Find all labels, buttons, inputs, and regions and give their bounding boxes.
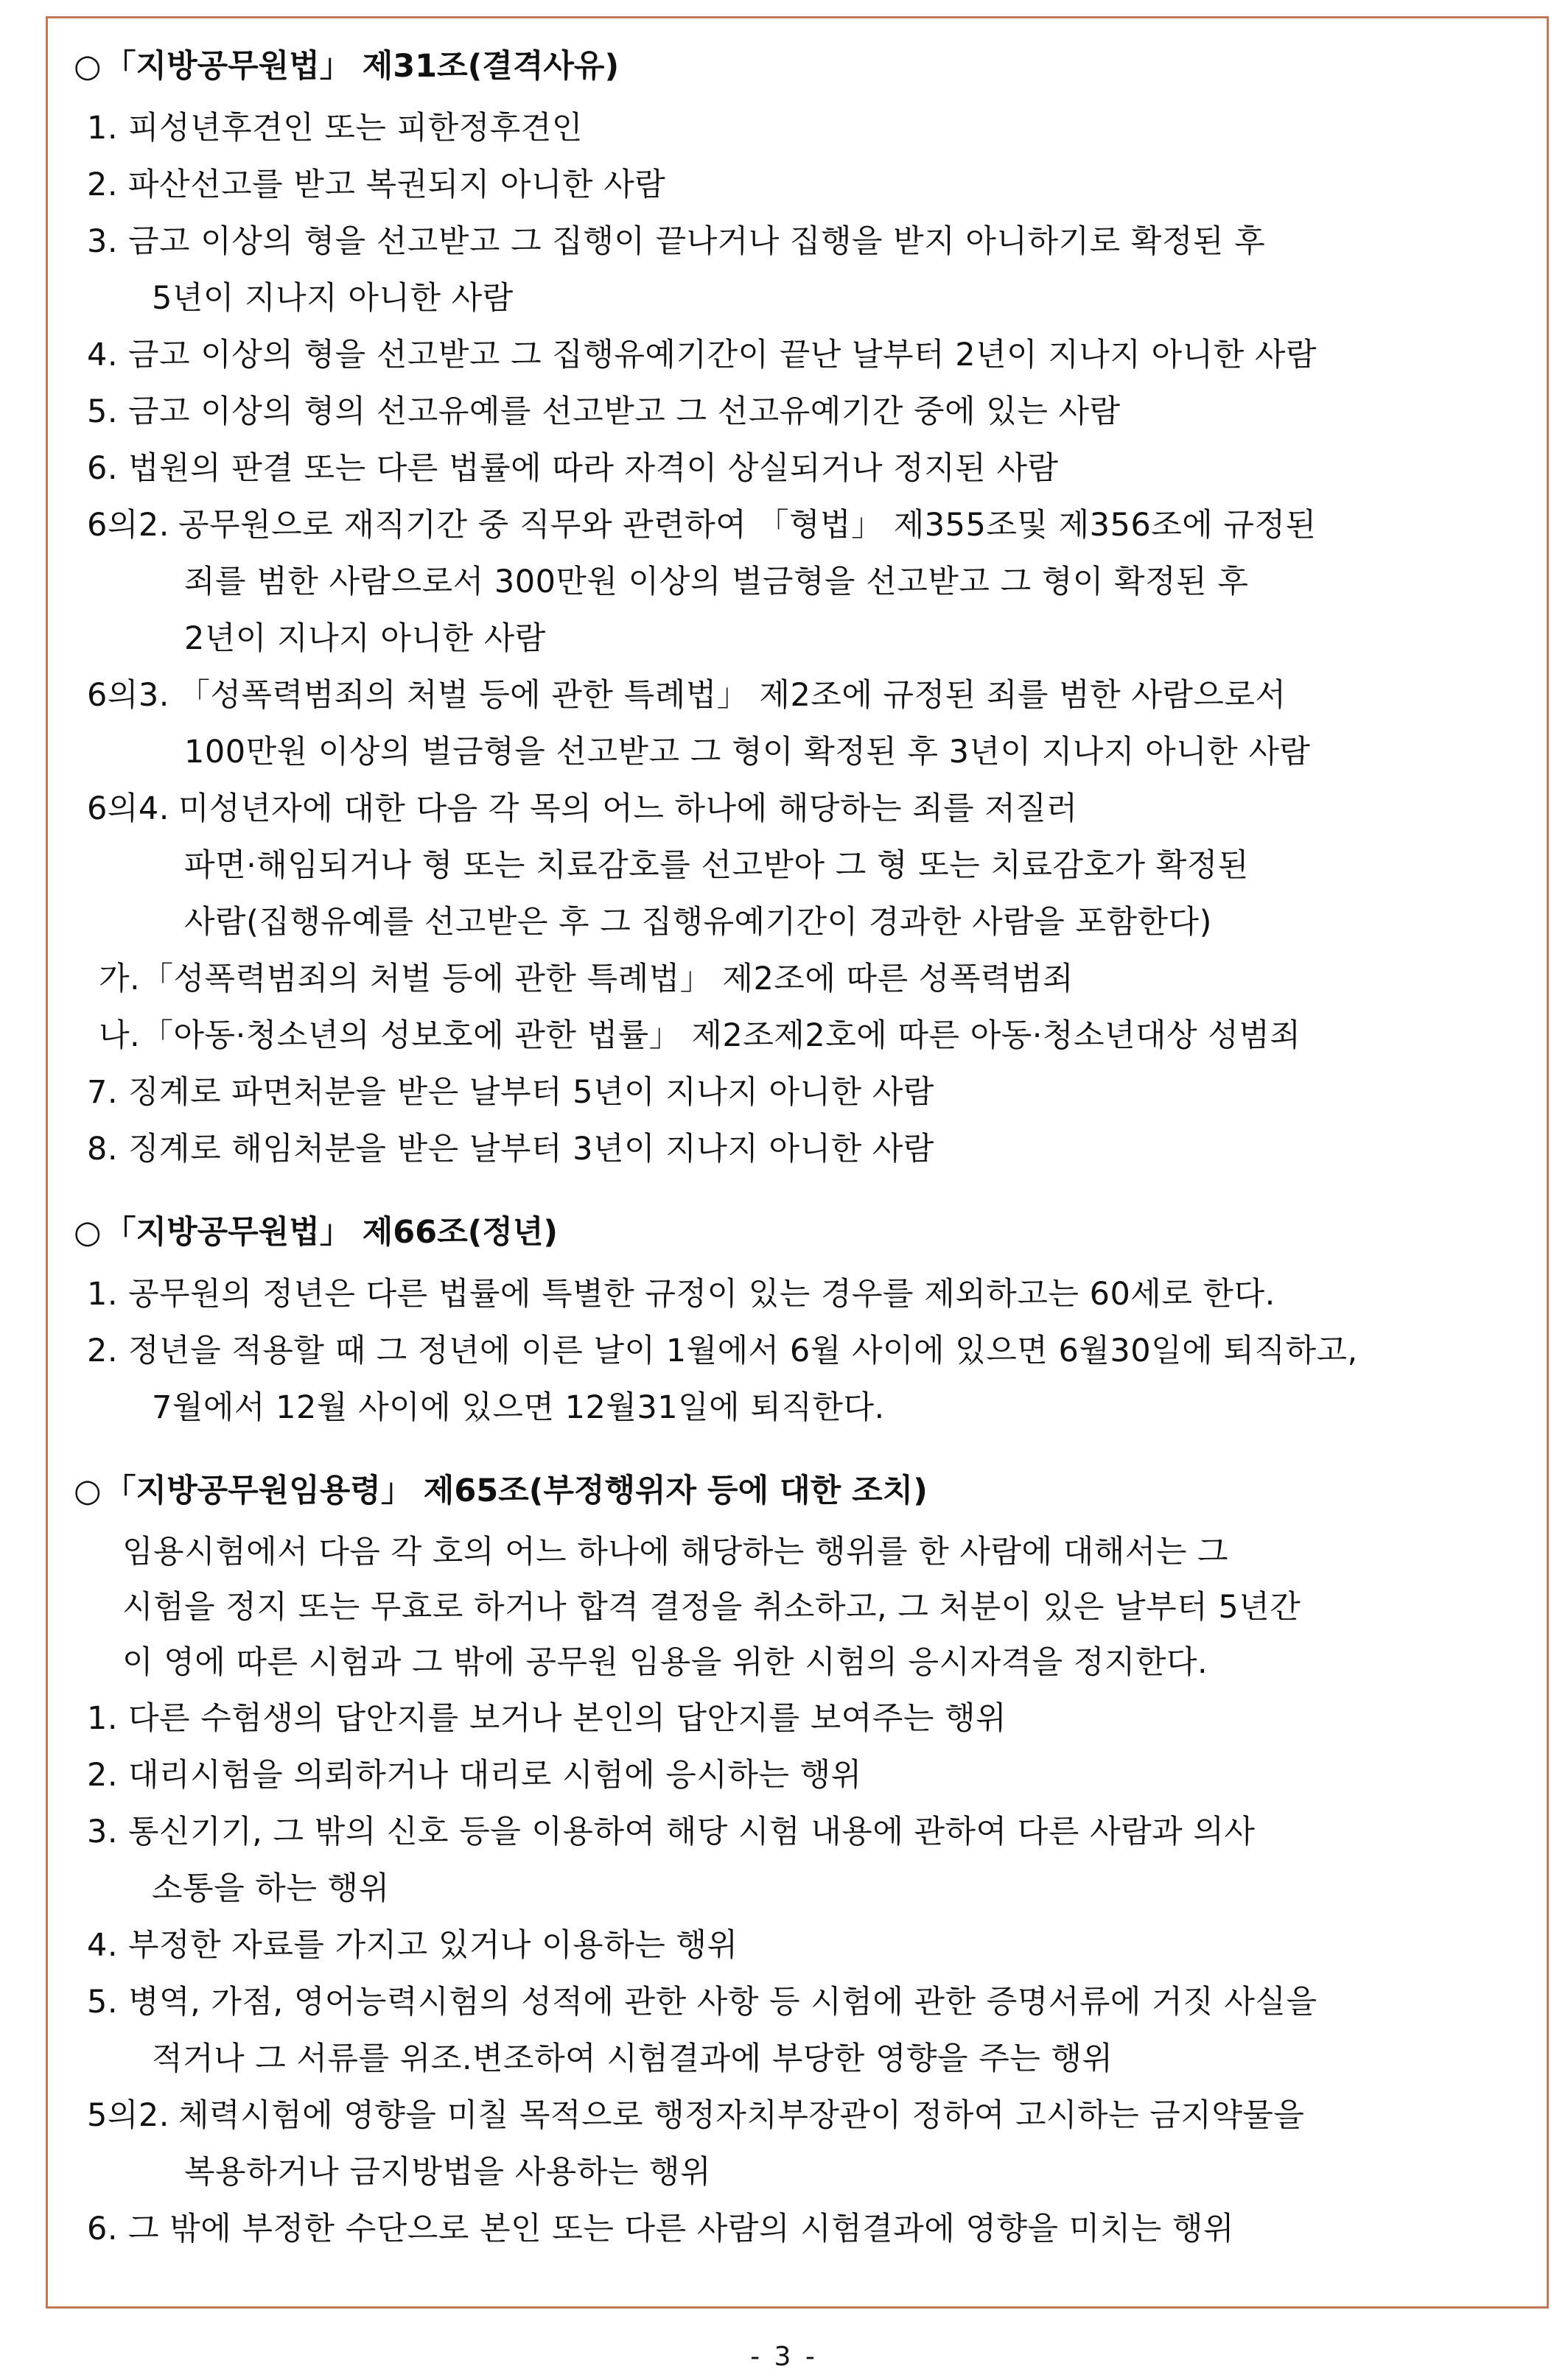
item-text: 체력시험에 영향을 미칠 목적으로 행정자치부장관이 정하여 고시하는 금지약물을 (178, 2097, 1305, 2134)
item-text: 정년을 적용할 때 그 정년에 이른 날이 1월에서 6월 사이에 있으면 6월30일에 퇴직하고, (128, 1333, 1358, 1369)
item-text: 피성년후견인 또는 피한정후견인 (128, 110, 583, 147)
item-text: 「성폭력범죄의 처벌 등에 관한 특례법」 제2조에 따른 성폭력범죄 (141, 961, 1074, 997)
item-number: 6의3. (87, 677, 169, 714)
item-number: 2. (87, 1333, 119, 1369)
item-number: 4. (87, 337, 119, 373)
item-text: 7월에서 12월 사이에 있으면 12월31일에 퇴직한다. (152, 1389, 885, 1426)
item-text: 죄를 범한 사람으로서 300만원 이상의 벌금형을 선고받고 그 형이 확정된 후 (184, 564, 1249, 600)
list-item (74, 2201, 1540, 2258)
list-item (74, 497, 1540, 667)
item-text: 공무원으로 재직기간 중 직무와 관련하여 「형법」 제355조및 제356조에 규정된 (178, 507, 1317, 544)
list-item (74, 440, 1540, 497)
item-number: 2. (87, 166, 119, 203)
list-item (74, 327, 1540, 384)
item-text: 100만원 이상의 벌금형을 선고받고 그 형이 확정된 후 3년이 지나지 아니한 사람 (184, 734, 1311, 770)
item-text: 통신기기, 그 밖의 신호 등을 이용하여 해당 시험 내용에 관하여 다른 사람과 의사 (128, 1814, 1256, 1850)
item-text: 병역, 가점, 영어능력시험의 성적에 관한 사항 등 시험에 관한 증명서류에 거짓 사실을 (128, 1984, 1317, 2021)
item-number: 나. (99, 1017, 141, 1054)
item-number: 6. (87, 2211, 119, 2247)
item-text: 공무원의 정년은 다른 법률에 특별한 규정이 있는 경우를 제외하고는 60세로 한다. (128, 1276, 1275, 1313)
section-heading (74, 1209, 1540, 1256)
item-number: 4. (87, 1927, 119, 1964)
list-item (74, 1974, 1540, 2088)
item-text: 다른 수험생의 답안지를 보거나 본인의 답안지를 보여주는 행위 (128, 1700, 1007, 1737)
item-number: 2. (87, 1757, 119, 1794)
list-item (74, 100, 1540, 157)
list-item (74, 1121, 1540, 1178)
list-item (74, 214, 1540, 327)
item-number: 6의4. (87, 790, 169, 827)
document-body (74, 43, 1540, 2289)
list-item (74, 1917, 1540, 1974)
item-number: 8. (87, 1131, 119, 1168)
list-item (74, 1064, 1540, 1121)
circle-bullet-icon: ○ (74, 1472, 102, 1509)
item-text: 금고 이상의 형의 선고유예를 선고받고 그 선고유예기간 중에 있는 사람 (128, 393, 1121, 430)
item-text: 「성폭력범죄의 처벌 등에 관한 특례법」 제2조에 규정된 죄를 범한 사람으로서 (178, 677, 1287, 714)
intro-line: 이 영에 따른 시험과 그 밖에 공무원 임용을 위한 시험의 응시자격을 정지한다. (122, 1644, 1208, 1681)
circle-bullet-icon: ○ (74, 1214, 102, 1251)
list-item (74, 1266, 1540, 1323)
list-item (74, 2088, 1540, 2201)
law-section (74, 1467, 1540, 2258)
item-number: 7. (87, 1074, 119, 1111)
section-title: 「지방공무원임용령」 제65조(부정행위자 등에 대한 조치) (104, 1472, 928, 1509)
item-text: 징계로 해임처분을 받은 날부터 3년이 지나지 아니한 사람 (128, 1131, 934, 1168)
item-text: 파면·해임되거나 형 또는 치료감호를 선고받아 그 형 또는 치료감호가 확정된 (184, 847, 1249, 884)
item-number: 가. (99, 961, 141, 997)
item-text: 복용하거나 금지방법을 사용하는 행위 (184, 2154, 712, 2191)
list-item (74, 1804, 1540, 1917)
item-number: 1. (87, 1700, 119, 1737)
item-number: 6의2. (87, 507, 169, 544)
item-text: 부정한 자료를 가지고 있거나 이용하는 행위 (128, 1927, 738, 1964)
item-text: 법원의 판결 또는 다른 법률에 따라 자격이 상실되거나 정지된 사람 (128, 450, 1059, 487)
list-item (74, 781, 1540, 951)
item-text: 징계로 파면처분을 받은 날부터 5년이 지나지 아니한 사람 (128, 1074, 934, 1111)
item-text: 미성년자에 대한 다음 각 목의 어느 하나에 해당하는 죄를 저질러 (178, 790, 1078, 827)
item-text: 금고 이상의 형을 선고받고 그 집행유예기간이 끝난 날부터 2년이 지나지 아니한 사람 (128, 337, 1317, 373)
item-text: 대리시험을 의뢰하거나 대리로 시험에 응시하는 행위 (128, 1757, 862, 1794)
list-item (74, 1008, 1540, 1064)
item-text: 그 밖에 부정한 수단으로 본인 또는 다른 사람의 시험결과에 영향을 미치는 행위 (128, 2211, 1235, 2247)
list-item (74, 1747, 1540, 1804)
item-text: 사람(집행유예를 선고받은 후 그 집행유예기간이 경과한 사람을 포함한다) (184, 904, 1212, 941)
list-item (74, 1691, 1540, 1747)
section-title: 「지방공무원법」 제66조(정년) (104, 1214, 559, 1251)
law-section (74, 43, 1540, 1178)
list-item (74, 384, 1540, 440)
list-item (74, 951, 1540, 1008)
item-text: 소통을 하는 행위 (152, 1870, 390, 1907)
item-number: 1. (87, 110, 119, 147)
item-number: 3. (87, 223, 119, 260)
item-text: 5년이 지나지 아니한 사람 (152, 280, 514, 317)
item-number: 3. (87, 1814, 119, 1850)
item-text: 파산선고를 받고 복권되지 아니한 사람 (128, 166, 666, 203)
circle-bullet-icon: ○ (74, 48, 102, 85)
page-number: - 3 - (750, 2342, 818, 2372)
item-number: 5. (87, 393, 119, 430)
item-number: 5. (87, 1984, 119, 2021)
item-text: 금고 이상의 형을 선고받고 그 집행이 끝나거나 집행을 받지 아니하기로 확정된 후 (128, 223, 1266, 260)
section-heading (74, 1467, 1540, 1514)
item-text: 「아동·청소년의 성보호에 관한 법률」 제2조제2호에 따른 아동·청소년대상 성범죄 (141, 1017, 1301, 1054)
item-number: 6. (87, 450, 119, 487)
intro-line: 시험을 정지 또는 무효로 하거나 합격 결정을 취소하고, 그 처분이 있은 날부터 5년간 (122, 1589, 1301, 1626)
list-item (74, 157, 1540, 214)
law-section (74, 1209, 1540, 1436)
item-number: 5의2. (87, 2097, 169, 2134)
item-text: 2년이 지나지 아니한 사람 (184, 620, 546, 657)
list-item (74, 1323, 1540, 1436)
item-number: 1. (87, 1276, 119, 1313)
section-title: 「지방공무원법」 제31조(결격사유) (104, 48, 620, 85)
list-item (74, 667, 1540, 781)
item-text: 적거나 그 서류를 위조.변조하여 시험결과에 부당한 영향을 주는 행위 (152, 2040, 1113, 2077)
intro-line: 임용시험에서 다음 각 호의 어느 하나에 해당하는 행위를 한 사람에 대해서는 그 (122, 1534, 1229, 1570)
section-heading (74, 43, 1540, 90)
